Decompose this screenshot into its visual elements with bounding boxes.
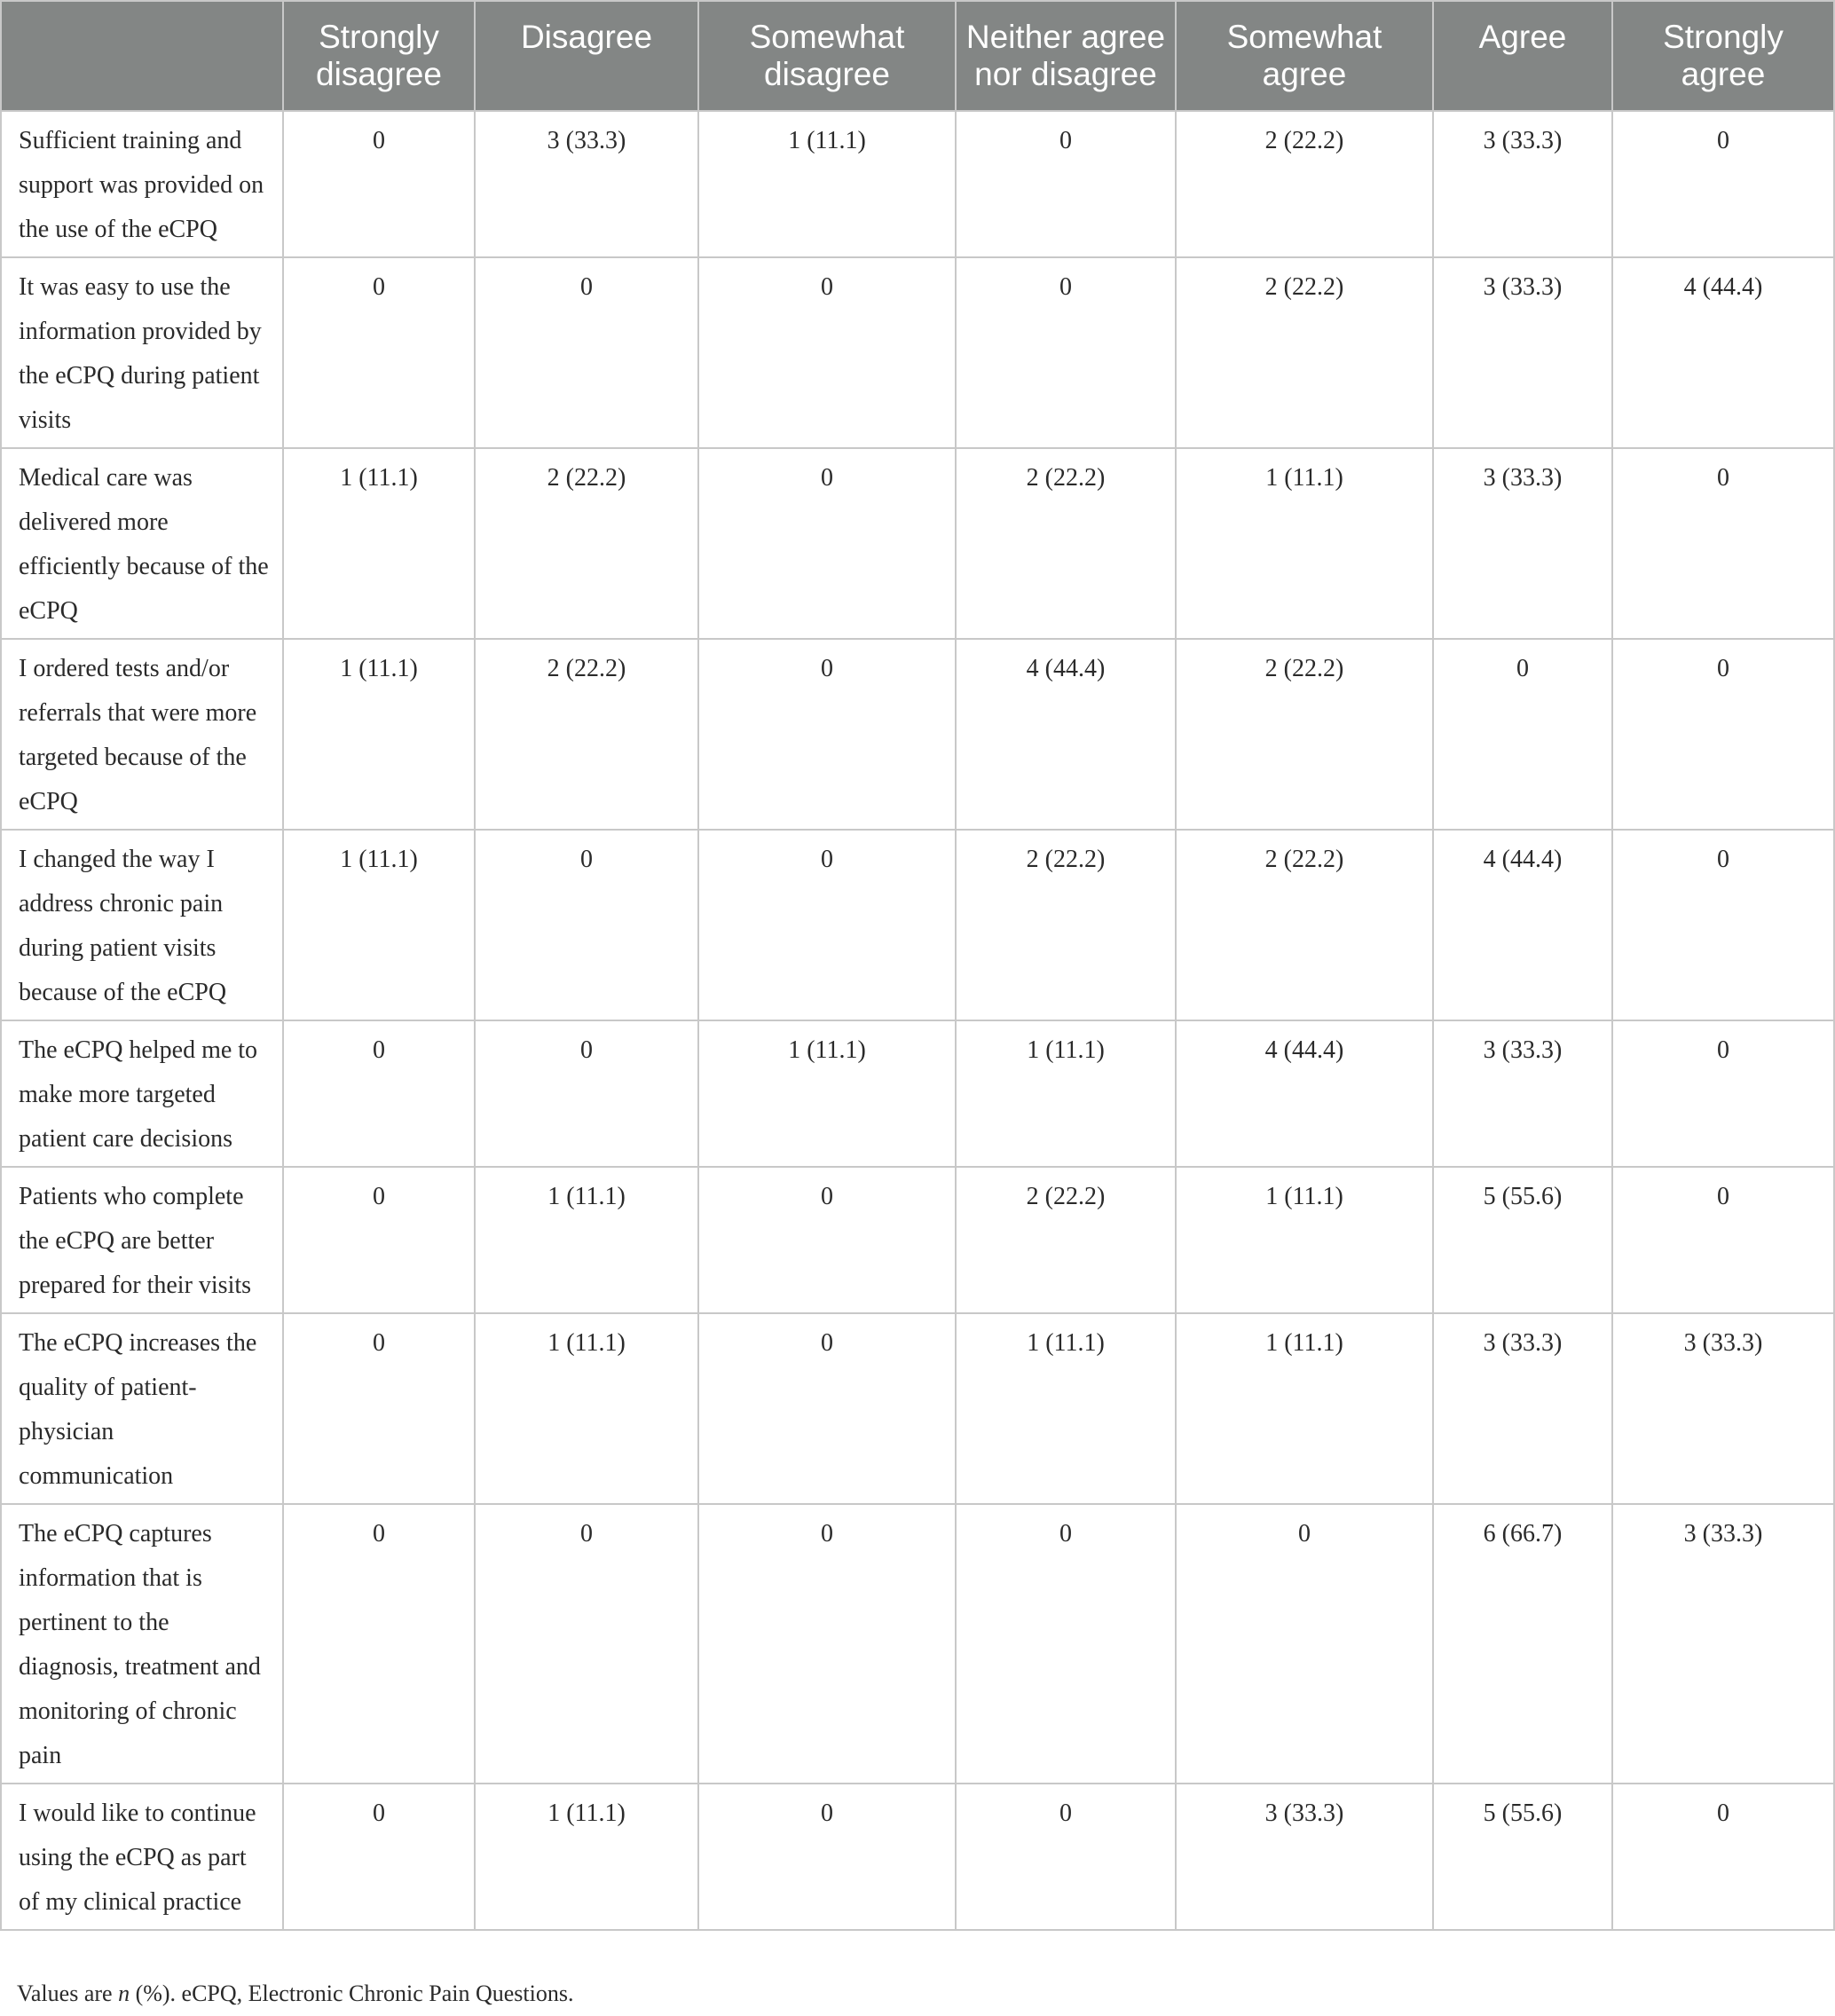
value-cell: 0: [1176, 1504, 1433, 1784]
table-row: [1, 448, 1834, 639]
value-cell: 0: [698, 1313, 956, 1504]
value-cell: 1 (11.1): [1176, 448, 1433, 639]
value-cell: 2 (22.2): [475, 639, 698, 830]
value-cell: 5 (55.6): [1433, 1167, 1612, 1313]
table-row: [1, 257, 1834, 448]
header-cell-rating: Somewhat agree: [1176, 1, 1433, 111]
value-cell: 1 (11.1): [956, 1313, 1176, 1504]
value-cell: 1 (11.1): [698, 1020, 956, 1167]
value-cell: 0: [956, 111, 1176, 257]
header-cell-rating: Agree: [1433, 1, 1612, 111]
statement-cell: Patients who complete the eCPQ are better prepared for their visits: [1, 1167, 283, 1313]
value-cell: 2 (22.2): [475, 448, 698, 639]
value-cell: 0: [283, 1313, 475, 1504]
value-cell: 4 (44.4): [1176, 1020, 1433, 1167]
header-cell-rating: Somewhat disagree: [698, 1, 956, 111]
statement-cell: The eCPQ captures information that is pertinent to the diagnosis, treatment and monitoring of chronic pain: [1, 1504, 283, 1784]
value-cell: 2 (22.2): [956, 448, 1176, 639]
value-cell: 0: [283, 257, 475, 448]
value-cell: 0: [698, 639, 956, 830]
value-cell: 3 (33.3): [1433, 1020, 1612, 1167]
value-cell: 3 (33.3): [1176, 1784, 1433, 1930]
value-cell: 0: [475, 1020, 698, 1167]
value-cell: 0: [698, 1504, 956, 1784]
table-header: [1, 1, 1834, 111]
statement-cell: Medical care was delivered more efficiently because of the eCPQ: [1, 448, 283, 639]
footnote-italic-n: n: [118, 1981, 130, 2006]
value-cell: 0: [1612, 111, 1834, 257]
value-cell: 2 (22.2): [956, 1167, 1176, 1313]
footnote-suffix: (%). eCPQ, Electronic Chronic Pain Questions.: [130, 1981, 574, 2006]
value-cell: 1 (11.1): [283, 830, 475, 1020]
statement-cell: I changed the way I address chronic pain during patient visits because of the eCPQ: [1, 830, 283, 1020]
value-cell: 0: [1612, 1020, 1834, 1167]
value-cell: 0: [956, 1784, 1176, 1930]
value-cell: 1 (11.1): [698, 111, 956, 257]
header-cell-rating: Neither agree nor disagree: [956, 1, 1176, 111]
value-cell: 0: [475, 830, 698, 1020]
value-cell: 0: [698, 830, 956, 1020]
value-cell: 0: [956, 257, 1176, 448]
value-cell: 5 (55.6): [1433, 1784, 1612, 1930]
value-cell: 0: [475, 257, 698, 448]
header-cell-rating: Disagree: [475, 1, 698, 111]
value-cell: 0: [1612, 1167, 1834, 1313]
value-cell: 0: [698, 1784, 956, 1930]
value-cell: 0: [283, 1784, 475, 1930]
value-cell: 3 (33.3): [1433, 1313, 1612, 1504]
value-cell: 0: [475, 1504, 698, 1784]
value-cell: 3 (33.3): [1612, 1504, 1834, 1784]
value-cell: 3 (33.3): [475, 111, 698, 257]
table-row: [1, 1020, 1834, 1167]
value-cell: 4 (44.4): [956, 639, 1176, 830]
table-row: [1, 1504, 1834, 1784]
table-row: [1, 639, 1834, 830]
table-row: [1, 1167, 1834, 1313]
value-cell: 4 (44.4): [1433, 830, 1612, 1020]
header-cell-rating: Strongly agree: [1612, 1, 1834, 111]
value-cell: 2 (22.2): [1176, 830, 1433, 1020]
value-cell: 0: [1612, 830, 1834, 1020]
statement-cell: It was easy to use the information provided by the eCPQ during patient visits: [1, 257, 283, 448]
value-cell: 1 (11.1): [1176, 1313, 1433, 1504]
value-cell: 0: [1612, 448, 1834, 639]
header-cell-statement: [1, 1, 283, 111]
value-cell: 1 (11.1): [475, 1784, 698, 1930]
value-cell: 0: [956, 1504, 1176, 1784]
statement-cell: Sufficient training and support was provided on the use of the eCPQ: [1, 111, 283, 257]
value-cell: 1 (11.1): [1176, 1167, 1433, 1313]
value-cell: 0: [698, 257, 956, 448]
value-cell: 1 (11.1): [475, 1167, 698, 1313]
statement-cell: The eCPQ increases the quality of patient-physician communication: [1, 1313, 283, 1504]
value-cell: 0: [1612, 1784, 1834, 1930]
footnote-prefix: Values are: [17, 1981, 119, 2006]
value-cell: 0: [698, 448, 956, 639]
statement-cell: I ordered tests and/or referrals that were more targeted because of the eCPQ: [1, 639, 283, 830]
value-cell: 4 (44.4): [1612, 257, 1834, 448]
value-cell: 6 (66.7): [1433, 1504, 1612, 1784]
table-row: [1, 111, 1834, 257]
value-cell: 0: [283, 111, 475, 257]
value-cell: 1 (11.1): [283, 448, 475, 639]
value-cell: 1 (11.1): [475, 1313, 698, 1504]
value-cell: 0: [1433, 639, 1612, 830]
statement-cell: I would like to continue using the eCPQ as part of my clinical practice: [1, 1784, 283, 1930]
table-row: [1, 1784, 1834, 1930]
value-cell: 1 (11.1): [283, 639, 475, 830]
value-cell: 3 (33.3): [1433, 111, 1612, 257]
header-row: [1, 1, 1834, 111]
value-cell: 3 (33.3): [1612, 1313, 1834, 1504]
value-cell: 1 (11.1): [956, 1020, 1176, 1167]
value-cell: 3 (33.3): [1433, 257, 1612, 448]
table-body: [1, 111, 1834, 1930]
value-cell: 2 (22.2): [1176, 639, 1433, 830]
table-footnote: [17, 1981, 573, 2007]
value-cell: 0: [283, 1167, 475, 1313]
statement-cell: The eCPQ helped me to make more targeted patient care decisions: [1, 1020, 283, 1167]
header-cell-rating: Strongly disagree: [283, 1, 475, 111]
value-cell: 0: [283, 1020, 475, 1167]
value-cell: 2 (22.2): [1176, 111, 1433, 257]
value-cell: 0: [283, 1504, 475, 1784]
value-cell: 2 (22.2): [956, 830, 1176, 1020]
value-cell: 0: [698, 1167, 956, 1313]
table-row: [1, 1313, 1834, 1504]
value-cell: 3 (33.3): [1433, 448, 1612, 639]
value-cell: 2 (22.2): [1176, 257, 1433, 448]
value-cell: 0: [1612, 639, 1834, 830]
table-row: [1, 830, 1834, 1020]
